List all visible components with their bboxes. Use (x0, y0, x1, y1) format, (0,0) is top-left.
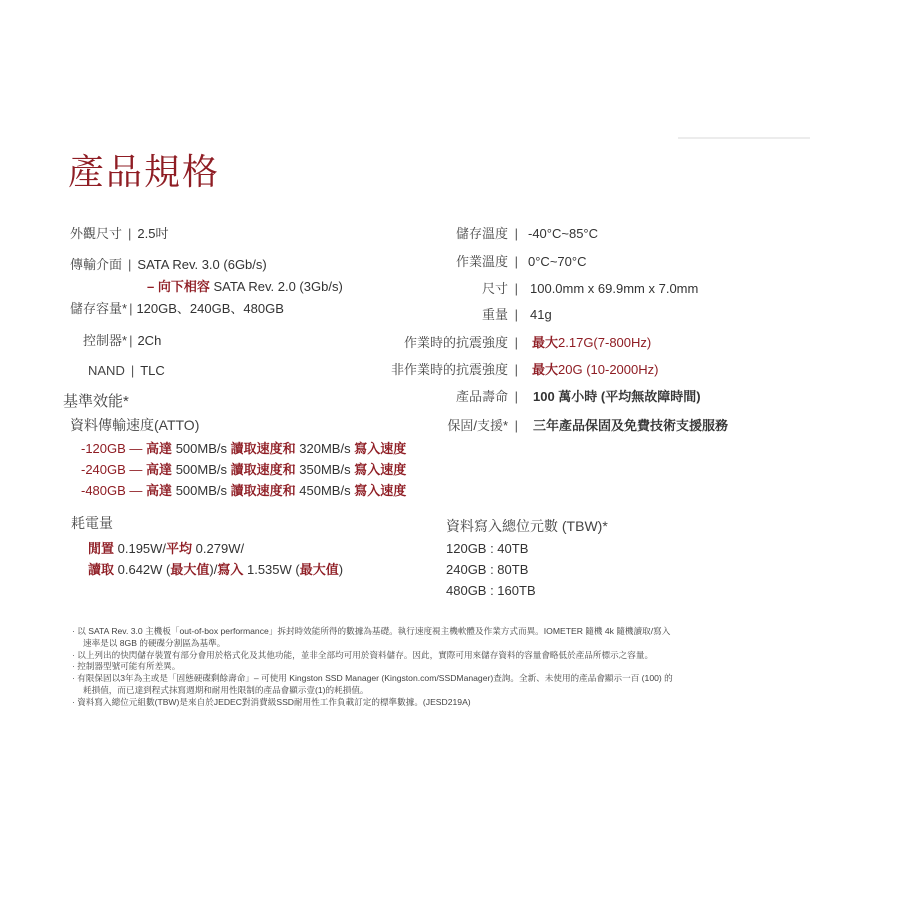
perf-read-label: 讀取速度和 (230, 483, 296, 498)
spec-value: 2Ch (137, 333, 162, 348)
spec-value-life-expectancy: 100 萬小時 (平均無故障時間) (533, 389, 701, 404)
spec-value-vibration-operating (532, 334, 651, 352)
spec-controller: 控制器* | 2Ch (83, 333, 162, 348)
page-title: 產品規格 (68, 151, 221, 192)
performance-subheading: 資料傳輸速度(ATTO) (70, 417, 200, 433)
perf-up-to: 高達 (146, 483, 173, 498)
spec-label-warranty: 保固/支援* (447, 418, 508, 433)
power-line-idle (88, 540, 244, 558)
power-sep: )/ (209, 562, 218, 577)
perf-read-label: 讀取速度和 (230, 441, 296, 456)
separator: | (514, 226, 518, 241)
value-max: 最大 (532, 362, 559, 377)
perf-write-label: 寫入速度 (354, 441, 407, 456)
spec-label: 儲存容量* (70, 301, 128, 316)
power-write-label: 寫入 (217, 562, 244, 577)
perf-up-to: 高達 (146, 441, 173, 456)
performance-row (81, 440, 406, 458)
spec-label: NAND (88, 363, 125, 378)
perf-capacity: -480GB — (81, 483, 143, 498)
spec-label-weight: 重量 (481, 307, 508, 322)
perf-read: 500MB/s (175, 462, 227, 477)
perf-write: 350MB/s (299, 462, 351, 477)
spec-value-warranty: 三年產品保固及免費技術支援服務 (533, 418, 729, 433)
power-close: ) (338, 562, 344, 577)
spec-capacity: 儲存容量* | 120GB、240GB、480GB (70, 301, 284, 316)
tbw-row: 120GB : 40TB (446, 541, 529, 556)
spec-label-dimensions: 尺寸 (481, 281, 508, 296)
perf-write: 450MB/s (299, 483, 351, 498)
power-line-rw (88, 561, 343, 579)
spec-value-vibration-nonoperating (532, 361, 658, 379)
spec-label-vibration-operating: 作業時的抗震強度 (403, 335, 508, 350)
performance-row (81, 461, 406, 479)
separator: | (514, 335, 518, 350)
perf-read: 500MB/s (175, 483, 227, 498)
footnotes (72, 626, 802, 709)
spec-interface: 傳輸介面 | SATA Rev. 3.0 (6Gb/s) (70, 257, 267, 272)
perf-read: 500MB/s (175, 441, 227, 456)
power-max-label: 最大值 (170, 562, 210, 577)
spec-value: 2.5吋 (137, 226, 169, 241)
spec-label-operating-temp: 作業溫度 (455, 254, 508, 269)
spec-interface-compat (147, 278, 343, 296)
spec-label-vibration-nonoperating: 非作業時的抗震強度 (390, 362, 508, 377)
value-rest: 20G (10-2000Hz) (558, 362, 659, 377)
power-write-value: 1.535W ( (243, 562, 300, 577)
spec-label: 傳輸介面 (70, 257, 123, 272)
performance-heading: 基準效能* (63, 393, 129, 410)
spec-label-life-expectancy: 產品壽命 (455, 389, 508, 404)
power-heading: 耗電量 (71, 515, 113, 531)
footnote: 速率是以 8GB 的硬碟分割區為基準。 (83, 637, 226, 648)
spec-value-weight: 41g (530, 307, 552, 322)
footnote: · 以上列出的快閃儲存裝置有部分會用於格式化及其他功能，並非全部均可用於資料儲存。因此，實際可用來儲存資料的容量會略低於產品所標示之容量。 (72, 649, 654, 660)
tbw-row: 480GB : 160TB (446, 583, 536, 598)
value-max: 最大 (532, 335, 559, 350)
spec-value-operating-temp: 0°C~70°C (528, 254, 587, 269)
spec-nand: NAND | TLC (88, 363, 165, 378)
footnote: 耗損值，而已達到程式抹寫週期和耐用性限制的產品會顯示壹(1)的耗損值。 (83, 684, 369, 695)
separator: | (514, 307, 518, 322)
perf-capacity: -240GB — (81, 462, 143, 477)
perf-up-to: 高達 (146, 462, 173, 477)
perf-write: 320MB/s (299, 441, 351, 456)
power-idle-value: 0.195W/ (114, 541, 167, 556)
footnote: · 以 SATA Rev. 3.0 主機板「out-of-box performance」拆封時效能所得的數據為基礎。執行速度視主機軟體及作業方式而異。IOMETER 隨機 4k 隨機讀取/寫入 (72, 626, 671, 636)
power-read-value: 0.642W ( (114, 562, 171, 577)
spec-value: TLC (140, 363, 165, 378)
spec-label: 控制器* (83, 333, 128, 348)
value-rest: 2.17G(7-800Hz) (558, 335, 652, 350)
power-idle-label: 閒置 (88, 541, 115, 556)
separator: | (514, 389, 518, 404)
footnote: · 控制器型號可能有所差異。 (72, 661, 181, 672)
separator: | (514, 362, 518, 377)
spec-label-storage-temp: 儲存溫度 (455, 226, 508, 241)
spec-value: SATA Rev. 3.0 (6Gb/s) (137, 257, 267, 272)
performance-row (81, 482, 406, 500)
spec-value-compat: SATA Rev. 2.0 (3Gb/s) (209, 279, 343, 294)
perf-write-label: 寫入速度 (354, 483, 407, 498)
spec-value-dimensions: 100.0mm x 69.9mm x 7.0mm (530, 281, 699, 296)
tbw-row: 240GB : 80TB (446, 562, 529, 577)
power-read-label: 讀取 (88, 562, 115, 577)
spec-value-storage-temp: -40°C~85°C (528, 226, 599, 241)
power-avg-value: 0.279W/ (192, 541, 245, 556)
spec-form-factor: 外觀尺寸 | 2.5吋 (70, 226, 169, 241)
top-divider (678, 137, 810, 139)
spec-value: 120GB、240GB、480GB (136, 301, 284, 316)
separator: | (514, 254, 518, 269)
separator: | (514, 418, 518, 433)
perf-capacity: -120GB — (81, 441, 143, 456)
power-max-label-2: 最大值 (299, 562, 339, 577)
perf-read-label: 讀取速度和 (230, 462, 296, 477)
power-avg-label: 平均 (166, 541, 193, 556)
tbw-heading: 資料寫入總位元數 (TBW)* (446, 518, 608, 534)
footnote: · 有限保固以3年為主或是「固態硬碟剩餘壽命」– 可使用 Kingston SSD Manager (Kingston.com/SSDManager)查詢。全新、未使用的產品會顯示一百 (100) 的 (72, 673, 673, 684)
spec-label: 外觀尺寸 (70, 226, 123, 241)
footnote: · 資料寫入總位元組數(TBW)是來自於JEDEC對消費級SSD耐用性工作負載訂定的標準數據。(JESD219A) (72, 696, 471, 707)
perf-write-label: 寫入速度 (354, 462, 407, 477)
separator: | (514, 281, 518, 296)
spec-value-compat-prefix: – 向下相容 (147, 279, 210, 294)
